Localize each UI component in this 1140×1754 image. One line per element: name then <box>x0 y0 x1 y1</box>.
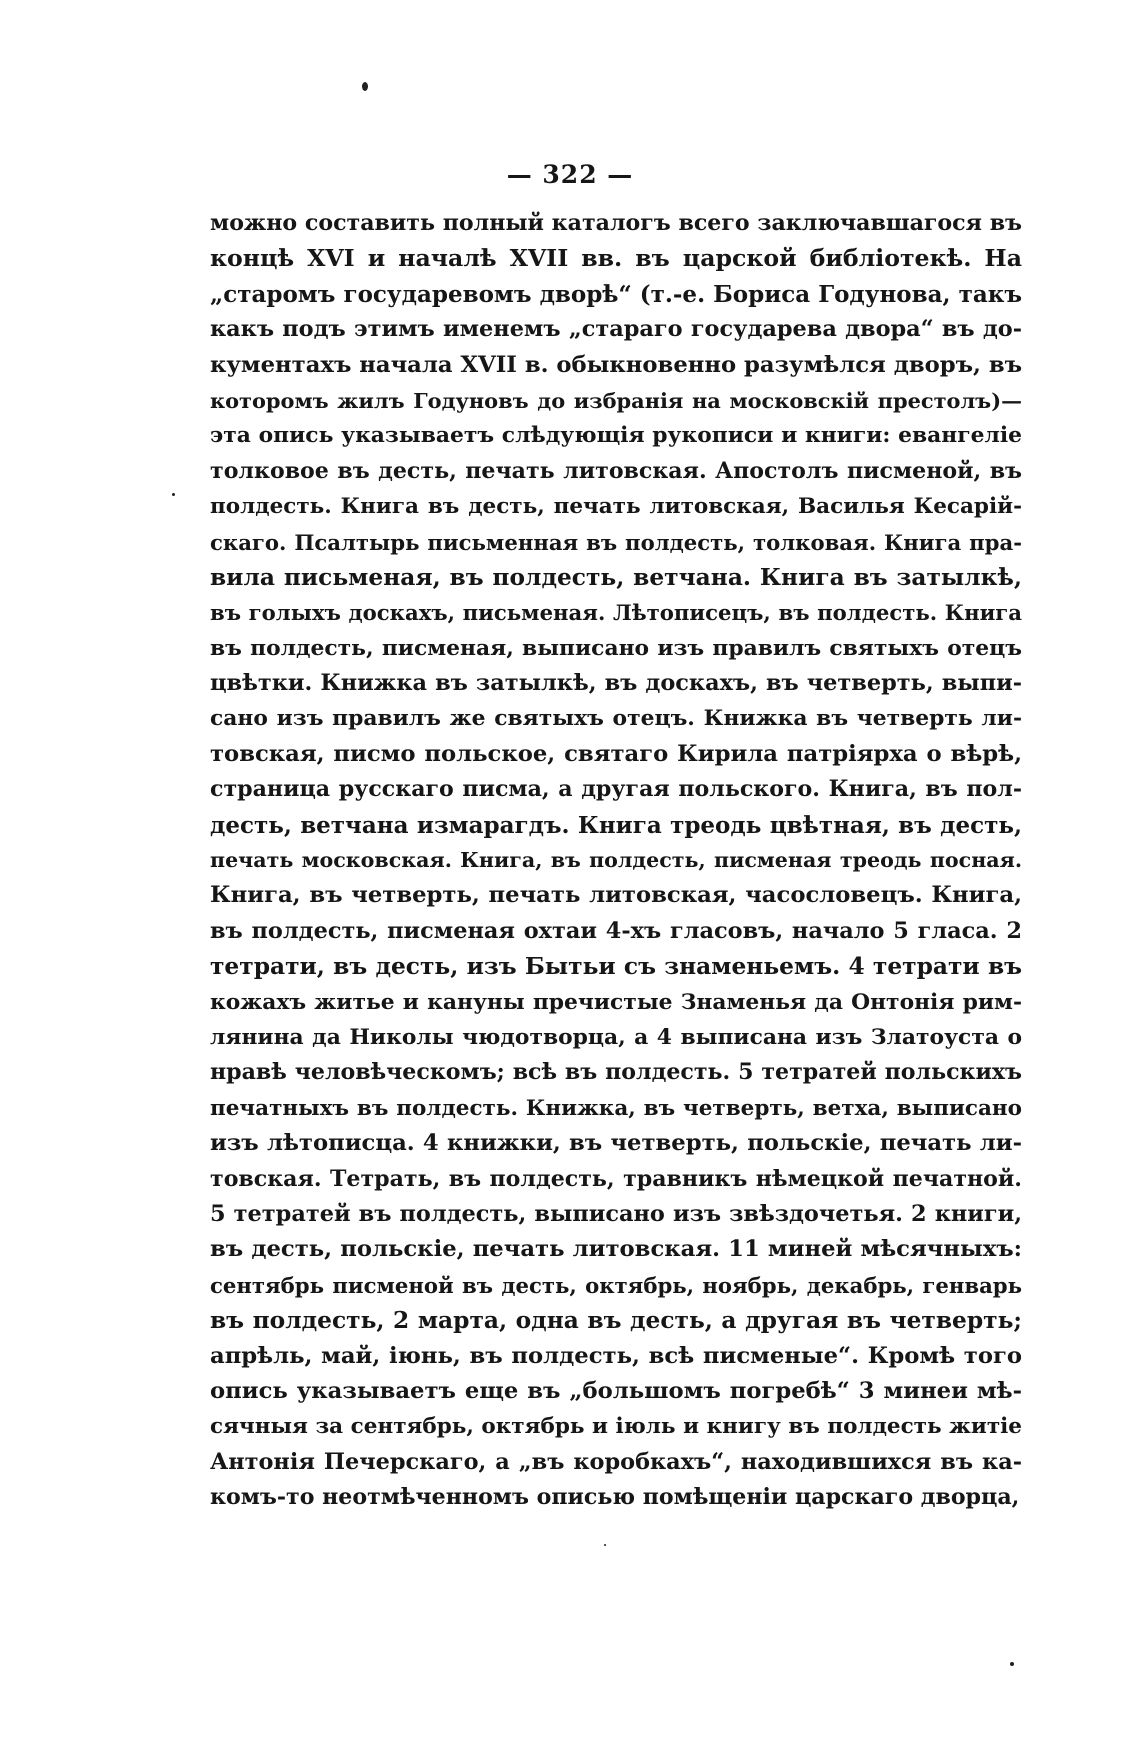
body-text <box>210 206 1022 1515</box>
text-line: толковое въ десть, печать литовская. Апостолъ писменой, въ <box>210 457 1022 484</box>
text-line: въ голыхъ доскахъ, письменая. Лѣтописецъ, въ полдесть. Книга <box>210 600 1022 626</box>
text-line: въ полдесть, писменая, выписано изъ правилъ святыхъ отецъ <box>210 635 1022 661</box>
text-line: можно составить полный каталогъ всего заключавшагося въ <box>210 210 1022 236</box>
text-line: печать московская. Книга, въ полдесть, писменая треодь посная. <box>210 848 1022 873</box>
text-line: нравѣ человѣческомъ; всѣ въ полдесть. 5 тетратей польскихъ <box>210 1059 1022 1086</box>
text-line: сячныя за сентябрь, октябрь и іюль и книгу въ полдесть житіе <box>210 1414 1022 1440</box>
page-number: — 322 — <box>506 160 634 189</box>
scan-speck <box>604 1544 606 1546</box>
text-line: полдесть. Книга въ десть, печать литовская, Василья Кесарій- <box>210 494 1022 520</box>
text-line: концѣ XVI и началѣ XVII вв. въ царской библіотекѣ. На <box>210 244 1022 273</box>
text-line: какъ подъ этимъ именемъ „стараго государева двора“ въ до- <box>210 316 1022 343</box>
text-line: товская. Тетрать, въ полдесть, травникъ нѣмецкой печатной. <box>210 1165 1022 1192</box>
text-line: „старомъ государевомъ дворѣ“ (т.-е. Бориса Годунова, такъ <box>210 280 1022 308</box>
scan-speck <box>172 493 175 496</box>
text-line: цвѣтки. Книжка въ затылкѣ, въ доскахъ, въ четверть, выпи- <box>210 670 1022 697</box>
text-line: вила письменая, въ полдесть, ветчана. Книга въ затылкѣ, <box>210 563 1022 591</box>
text-line: печатныхъ въ полдесть. Книжка, въ четверть, ветха, выписано <box>210 1095 1022 1121</box>
text-line: скаго. Псалтырь письменная въ полдесть, толковая. Книга пра- <box>210 529 1022 555</box>
text-line: лянина да Николы чюдотворца, а 4 выписана изъ Златоуста о <box>210 1024 1022 1050</box>
text-line: апрѣль, май, іюнь, въ полдесть, всѣ писменые“. Кромѣ того <box>210 1342 1022 1369</box>
text-line: 5 тетратей въ полдесть, выписано изъ звѣздочетья. 2 книги, <box>210 1200 1022 1227</box>
text-line: десть, ветчана измарагдъ. Книга треодь цвѣтная, въ десть, <box>210 811 1022 839</box>
text-line: которомъ жилъ Годуновъ до избранія на московскій престолъ)— <box>210 387 1022 413</box>
text-line: кументахъ начала XVII в. обыкновенно разумѣлся дворъ, въ <box>210 351 1022 378</box>
text-line: сентябрь писменой въ десть, октябрь, ноябрь, декабрь, генварь <box>210 1272 1022 1298</box>
text-line: изъ лѣтописца. 4 книжки, въ четверть, польскіе, печать ли- <box>210 1130 1022 1157</box>
text-line: въ полдесть, 2 марта, одна въ десть, а другая въ четверть; <box>210 1307 1022 1335</box>
text-line: сано изъ правилъ же святыхъ отецъ. Книжка въ четверть ли- <box>210 706 1022 732</box>
text-line: въ десть, польскіе, печать литовская. 11 миней мѣсячныхъ: <box>210 1236 1022 1263</box>
text-line: товская, писмо польское, святаго Кирила патріярха о вѣрѣ, <box>210 740 1022 767</box>
text-line: тетрати, въ десть, изъ Бытьи съ знаменьемъ. 4 тетрати въ <box>210 953 1022 981</box>
text-line: Антонія Печерскаго, а „въ коробкахъ“, находившихся въ ка- <box>210 1448 1022 1475</box>
text-line: эта опись указываетъ слѣдующія рукописи и книги: евангеліе <box>210 423 1022 449</box>
scan-speck <box>362 82 368 91</box>
text-line: кожахъ житье и кануны пречистые Знаменья да Онтонія рим- <box>210 989 1022 1015</box>
text-line: комъ-то неотмѣченномъ описью помѣщеніи царскаго дворца, <box>210 1484 1020 1511</box>
text-line: въ полдесть, писменая охтаи 4-хъ гласовъ, начало 5 гласа. 2 <box>210 917 1022 944</box>
text-line: опись указываетъ еще въ „большомъ погребѣ“ 3 минеи мѣ- <box>210 1377 1022 1404</box>
scan-speck <box>1010 1662 1014 1666</box>
text-line: Книга, въ четверть, печать литовская, часословецъ. Книга, <box>210 882 1022 909</box>
text-line: страница русскаго писма, а другая польского. Книга, въ пол- <box>210 776 1022 803</box>
